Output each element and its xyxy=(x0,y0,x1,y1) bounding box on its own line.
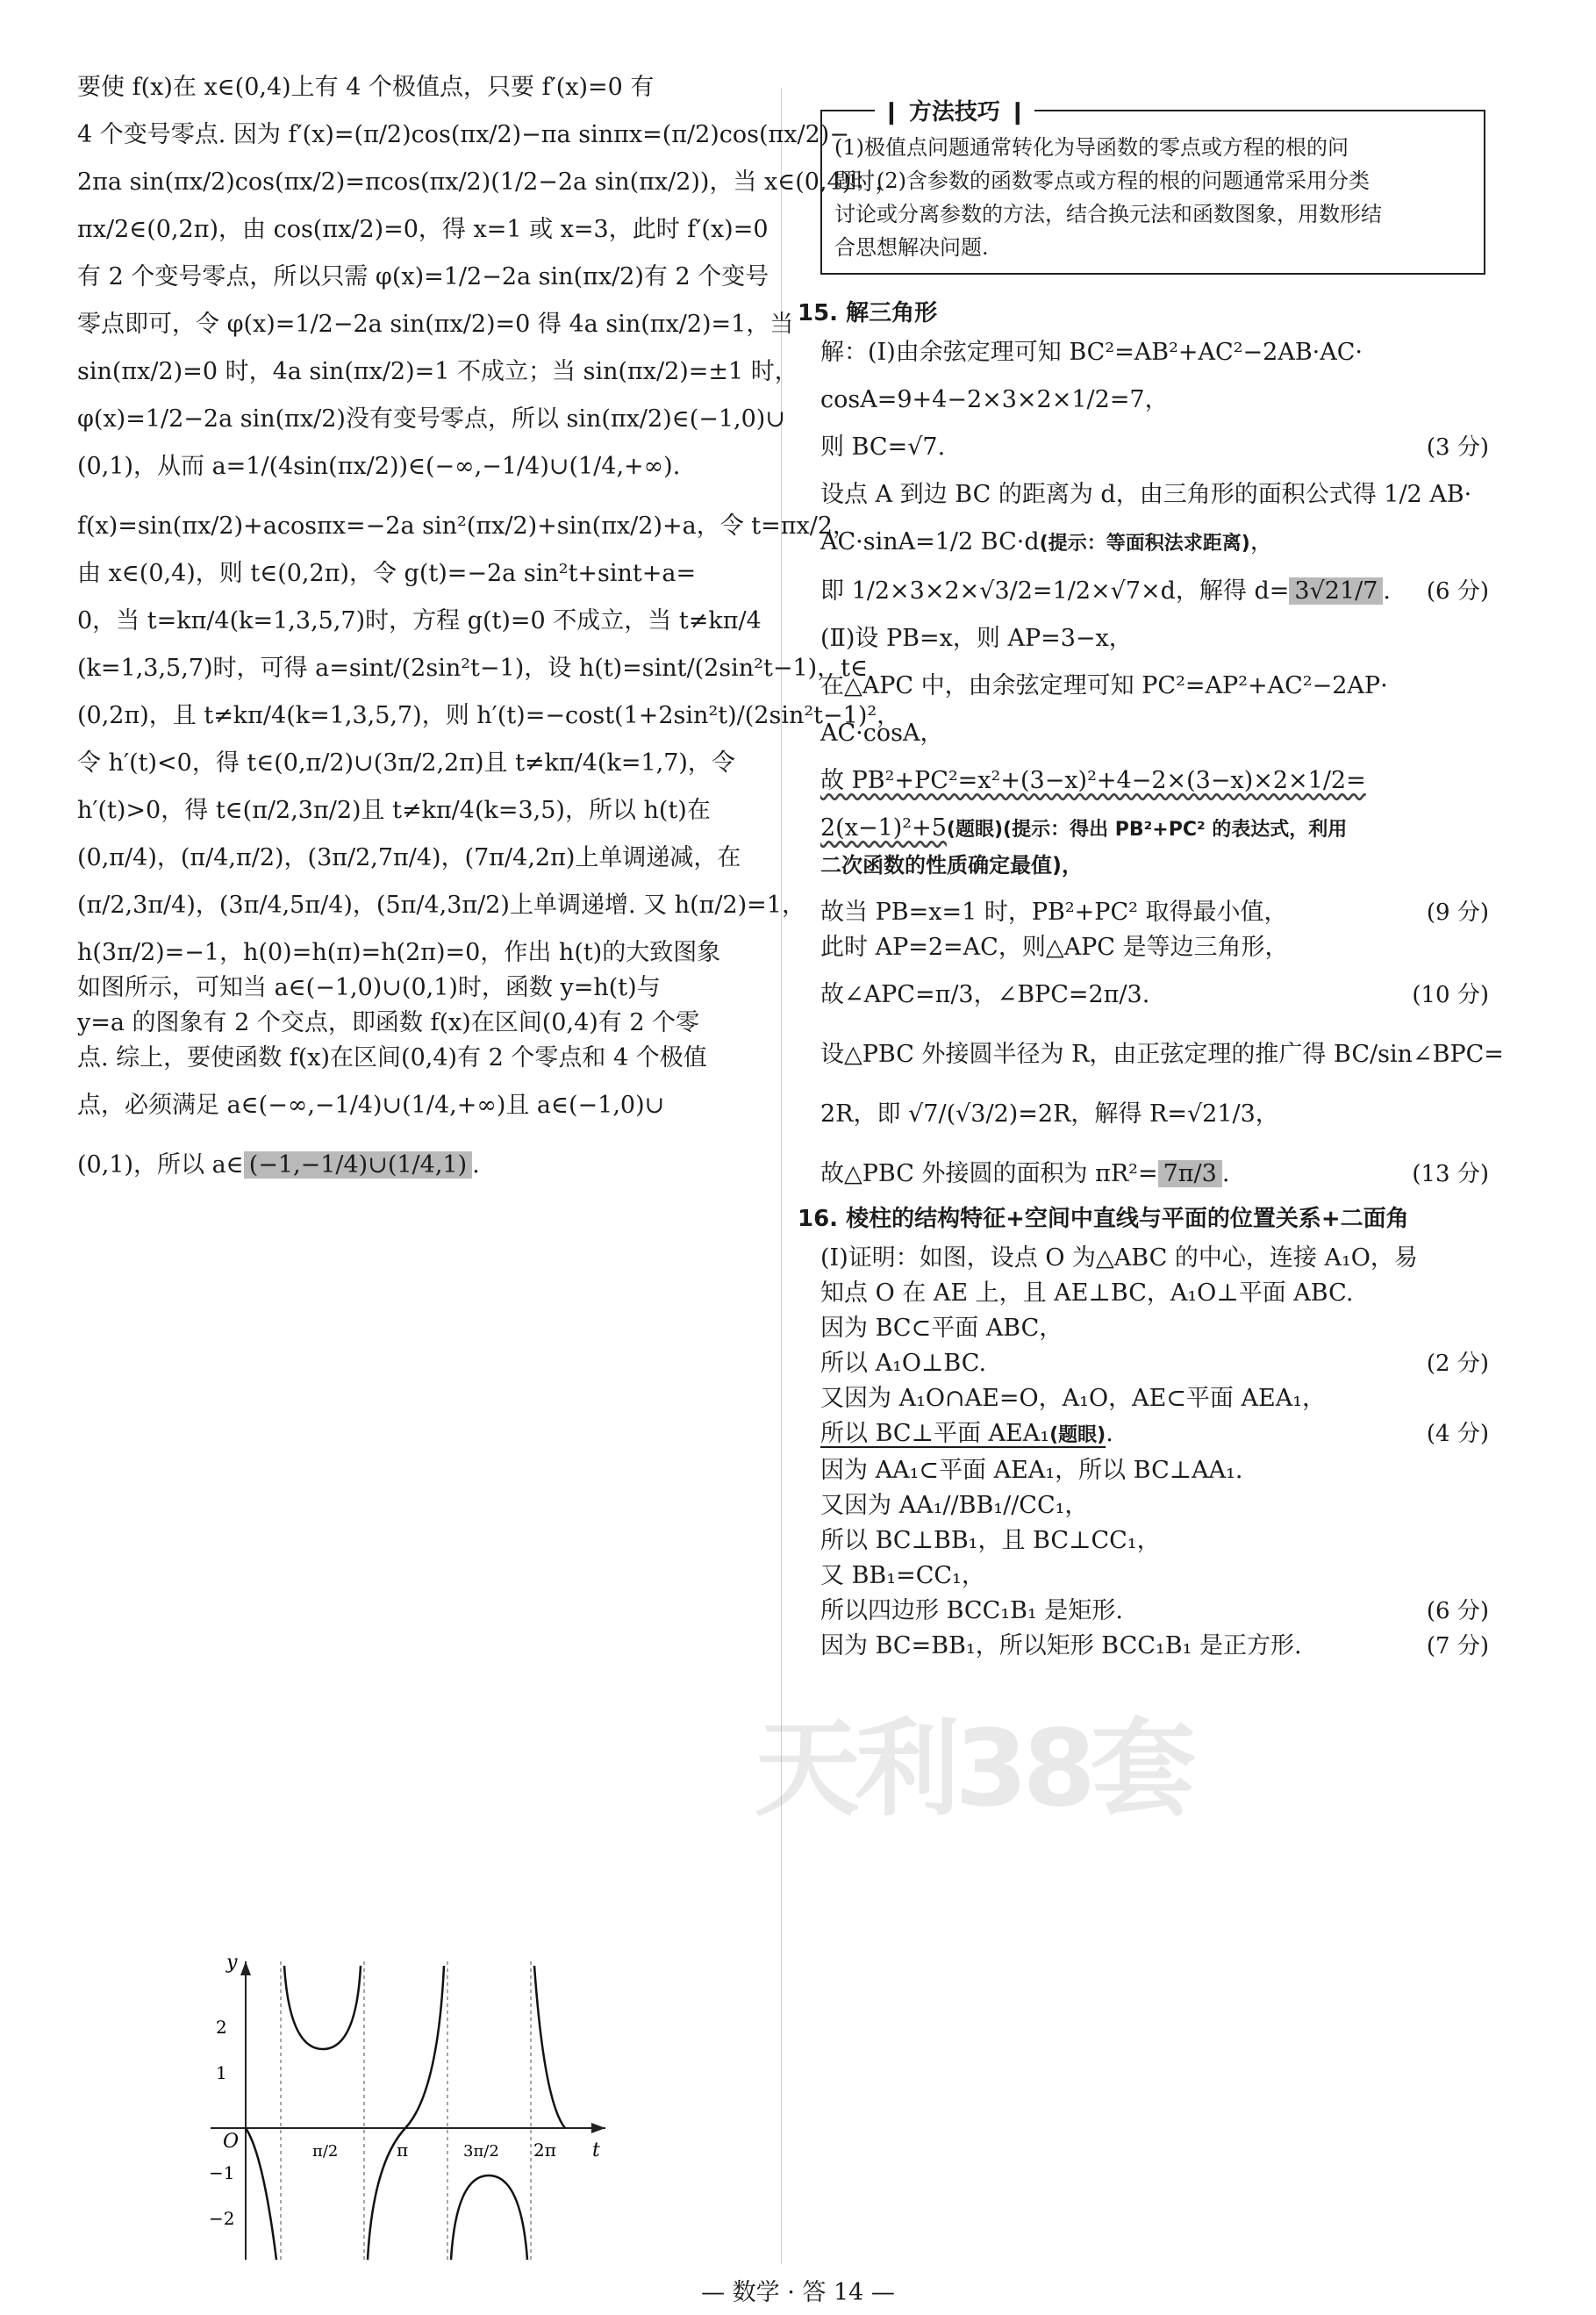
q15-line: 设点 A 到边 BC 的距离为 d，由三角形的面积公式得 1/2 AB· xyxy=(820,481,1472,508)
q15-text: . xyxy=(1383,577,1392,605)
method-tips-box xyxy=(820,99,1485,275)
q16-line: 所以 BC⊥BB₁，且 BC⊥CC₁， xyxy=(820,1527,1161,1554)
q15-text: 故当 PB=x=1 时，PB²+PC² 取得最小值， xyxy=(820,899,1288,926)
score-mark: (10 分) xyxy=(1412,982,1489,1008)
y-axis-label: y xyxy=(226,1953,238,1974)
score-mark: (6 分) xyxy=(1426,1598,1489,1624)
q16-line: 知点 O 在 AE 上，且 AE⊥BC，A₁O⊥平面 ABC. xyxy=(820,1279,1354,1307)
left-line: 由 x∈(0,4)，则 t∈(0,2π)，令 g(t)=−2a sin²t+sint+a= xyxy=(77,560,697,587)
hint-text: (题眼)(提示：得出 PB²+PC² 的表达式，利用 xyxy=(946,819,1348,841)
q15-line-row xyxy=(820,895,1489,930)
left-line: 点，必须满足 a∈(−∞,−1/4)∪(1/4,+∞)且 a∈(−1,0)∪ xyxy=(77,1092,665,1119)
left-line: (0,2π)，且 t≠kπ/4(k=1,3,5,7)，则 h′(t)=−cost(1+2sin²t)/(2sin²t−1)²， xyxy=(77,702,901,729)
q16-line-row xyxy=(820,1629,1489,1664)
q15-text: 2(x−1)²+5 xyxy=(820,814,947,842)
left-line: 如图所示，可知当 a∈(−1,0)∪(0,1)时，函数 y=h(t)与 xyxy=(77,974,661,1001)
answer-highlight: 3√21/7 xyxy=(1289,577,1383,605)
method-tips-title: ❙ 方法技巧 ❙ xyxy=(875,94,1034,126)
final-answer-highlight: (−1,−1/4)∪(1/4,1) xyxy=(244,1151,472,1179)
left-line: 有 2 个变号零点，所以只需 φ(x)=1/2−2a sin(πx/2)有 2 个变号 xyxy=(77,263,769,290)
left-line: h′(t)>0，得 t∈(π/2,3π/2)且 t≠kπ/4(k=3,5)，所以 h(t)在 xyxy=(77,797,711,824)
q15-line: 在△APC 中，由余弦定理可知 PC²=AP²+AC²−2AP· xyxy=(820,672,1388,699)
h-t-curve xyxy=(246,1966,565,2260)
score-mark: (9 分) xyxy=(1426,899,1489,926)
left-line: φ(x)=1/2−2a sin(πx/2)没有变号零点，所以 sin(πx/2)∈(−1,0)∪ xyxy=(77,405,785,433)
origin-label: O xyxy=(223,2131,240,2153)
q15-line: 设△PBC 外接圆半径为 R，由正弦定理的推广得 BC/sin∠BPC= xyxy=(820,1041,1504,1068)
q15-line-row xyxy=(820,978,1489,1013)
left-line: (k=1,3,5,7)时，可得 a=sint/(2sin²t−1)，设 h(t)=sint/(2sin²t−1)，t∈ xyxy=(77,655,869,682)
score-mark: (6 分) xyxy=(1426,578,1489,605)
tip-line: 合思想解决问题. xyxy=(834,235,989,260)
left-final-answer-line xyxy=(77,1148,762,1183)
q16-text: 因为 BC=BB₁，所以矩形 BCC₁B₁ 是正方形. xyxy=(820,1632,1302,1659)
left-line: πx/2∈(0,2π)，由 cos(πx/2)=0，得 x=1 或 x=3，此时 f′(x)=0 xyxy=(77,216,769,243)
right-column xyxy=(798,290,1504,1664)
x-tick-label: 3π/2 xyxy=(463,2142,499,2161)
left-line: (0,1)，从而 a=1/(4sin(πx/2))∈(−∞,−1/4)∪(1/4,+∞). xyxy=(77,453,681,480)
page-footer: — 数学 · 答 14 — xyxy=(701,2279,895,2306)
asymptotes xyxy=(281,1961,531,2260)
q16-line: 又因为 A₁O∩AE=O，A₁O，AE⊂平面 AEA₁， xyxy=(820,1385,1327,1412)
left-line: (π/2,3π/4)，(3π/4,5π/4)，(5π/4,3π/2)上单调递增. 又 h(π/2)=1， xyxy=(77,892,805,919)
answer-highlight: 7π/3 xyxy=(1158,1160,1222,1187)
score-mark: (2 分) xyxy=(1426,1351,1489,1377)
y-tick-label: −2 xyxy=(209,2208,235,2229)
q16-line: 因为 AA₁⊂平面 AEA₁，所以 BC⊥AA₁. xyxy=(820,1457,1243,1484)
h-t-graph xyxy=(193,1953,614,2268)
left-line: 要使 f(x)在 x∈(0,4)上有 4 个极值点，只要 f′(x)=0 有 xyxy=(77,74,655,101)
q15-line-row xyxy=(820,1157,1489,1192)
tip-line: 讨论或分离参数的方法，结合换元法和函数图象，用数形结 xyxy=(834,202,1382,226)
left-line: y=a 的图象有 2 个交点，即函数 f(x)在区间(0,4)有 2 个零 xyxy=(77,1009,700,1036)
q15-line: (Ⅱ)设 PB=x，则 AP=3−x， xyxy=(820,625,1133,652)
final-answer-prefix: (0,1)，所以 a∈ xyxy=(77,1151,244,1179)
left-line: 2πa sin(πx/2)cos(πx/2)=πcos(πx/2)(1/2−2a sin(πx/2))，当 x∈(0,4)时， xyxy=(77,168,899,196)
q15-heading: 15. 解三角形 xyxy=(798,300,938,326)
x-tick-label: π/2 xyxy=(312,2142,339,2161)
q16-text: 所以四边形 BCC₁B₁ 是矩形. xyxy=(820,1597,1123,1624)
q15-line: 故 PB²+PC²=x²+(3−x)²+4−2×(3−x)×2×1/2= xyxy=(820,767,1366,794)
q15-line-row xyxy=(820,574,1489,609)
left-line: f(x)=sin(πx/2)+acosπx=−2a sin²(πx/2)+sin(πx/2)+a，令 t=πx/2， xyxy=(77,512,856,540)
q15-text: 故△PBC 外接圆的面积为 πR²= xyxy=(820,1160,1158,1187)
final-answer-suffix: . xyxy=(472,1151,480,1179)
q15-line: AC·cosA， xyxy=(820,720,944,747)
q15-line: 则 BC=√7. xyxy=(820,434,946,461)
x-tick-label: π xyxy=(397,2139,409,2161)
hint-text: (提示：等面积法求距离) xyxy=(1039,533,1250,555)
q15-text: ， xyxy=(1249,528,1274,555)
q16-text: 所以 BC⊥平面 AEA₁ xyxy=(820,1420,1050,1447)
t-axis-label: t xyxy=(592,2139,600,2161)
left-line: 4 个变号零点. 因为 f′(x)=(π/2)cos(πx/2)−πa sinπx=(π/2)cos(πx/2)− xyxy=(77,121,849,148)
watermark-logo: 天利38套 xyxy=(755,1709,1191,1831)
q15-text: . xyxy=(1221,1160,1230,1187)
q16-heading: 16. 棱柱的结构特征+空间中直线与平面的位置关系+二面角 xyxy=(798,1206,1409,1232)
q15-text: AC·sinA=1/2 BC·d xyxy=(820,528,1040,555)
q15-line: 此时 AP=2=AC，则△APC 是等边三角形， xyxy=(820,934,1289,961)
q15-line-row xyxy=(820,430,1489,465)
y-tick-label: 2 xyxy=(216,2017,227,2038)
hint-text: (题眼) xyxy=(1049,1424,1106,1446)
tip-line: (1)极值点问题通常转化为导函数的零点或方程的根的问 xyxy=(834,135,1349,160)
left-line: 零点即可，令 φ(x)=1/2−2a sin(πx/2)=0 得 4a sin(πx/2)=1，当 xyxy=(77,311,794,338)
q16-line: 又 BB₁=CC₁， xyxy=(820,1562,985,1589)
q15-line xyxy=(820,525,1489,562)
q15-line: cosA=9+4−2×3×2×1/2=7， xyxy=(820,386,1169,413)
q16-text: 所以 A₁O⊥BC. xyxy=(820,1350,987,1377)
y-tick-label: 1 xyxy=(216,2062,227,2083)
score-mark: (3 分) xyxy=(1426,434,1489,461)
q15-text: 故∠APC=π/3，∠BPC=2π/3. xyxy=(820,981,1150,1008)
q16-text: . xyxy=(1106,1420,1113,1447)
q15-line xyxy=(820,811,1489,848)
q15-line: 解：(Ⅰ)由余弦定理可知 BC²=AB²+AC²−2AB·AC· xyxy=(820,339,1363,366)
left-line: h(3π/2)=−1，h(0)=h(π)=h(2π)=0，作出 h(t)的大致图象 xyxy=(77,939,721,966)
score-mark: (4 分) xyxy=(1426,1421,1489,1447)
tip-line: 题；(2)含参数的函数零点或方程的根的问题通常采用分类 xyxy=(834,168,1370,193)
y-tick-label: −1 xyxy=(209,2162,235,2183)
q16-line: (Ⅰ)证明：如图，设点 O 为△ABC 的中心，连接 A₁O，易 xyxy=(820,1244,1418,1272)
q16-line: 因为 BC⊂平面 ABC， xyxy=(820,1315,1063,1342)
hint-text: 二次函数的性质确定最值)， xyxy=(820,853,1083,878)
left-line: 0，当 t=kπ/4(k=1,3,5,7)时，方程 g(t)=0 不成立，当 t≠kπ/4 xyxy=(77,607,762,634)
score-mark: (7 分) xyxy=(1426,1633,1489,1659)
q16-line-row xyxy=(820,1594,1489,1629)
left-line: 点. 综上，要使函数 f(x)在区间(0,4)有 2 个零点和 4 个极值 xyxy=(77,1044,707,1071)
x-tick-label: 2π xyxy=(533,2139,556,2161)
score-mark: (13 分) xyxy=(1412,1161,1489,1187)
q16-line-row xyxy=(820,1416,1489,1453)
q16-line: 又因为 AA₁//BB₁//CC₁， xyxy=(820,1492,1089,1519)
q16-line-row xyxy=(820,1346,1489,1381)
q15-line: 2R，即 √7/(√3/2)=2R，解得 R=√21/3， xyxy=(820,1100,1279,1128)
left-line: sin(πx/2)=0 时，4a sin(πx/2)=1 不成立；当 sin(πx/2)=±1 时， xyxy=(77,358,798,385)
left-line: 令 h′(t)<0，得 t∈(0,π/2)∪(3π/2,2π)且 t≠kπ/4(k=1,7)，令 xyxy=(77,749,735,777)
q15-text: 即 1/2×3×2×√3/2=1/2×√7×d，解得 d= xyxy=(820,577,1290,605)
left-line: (0,π/4)，(π/4,π/2)，(3π/2,7π/4)，(7π/4,2π)上单调递减，在 xyxy=(77,844,741,871)
